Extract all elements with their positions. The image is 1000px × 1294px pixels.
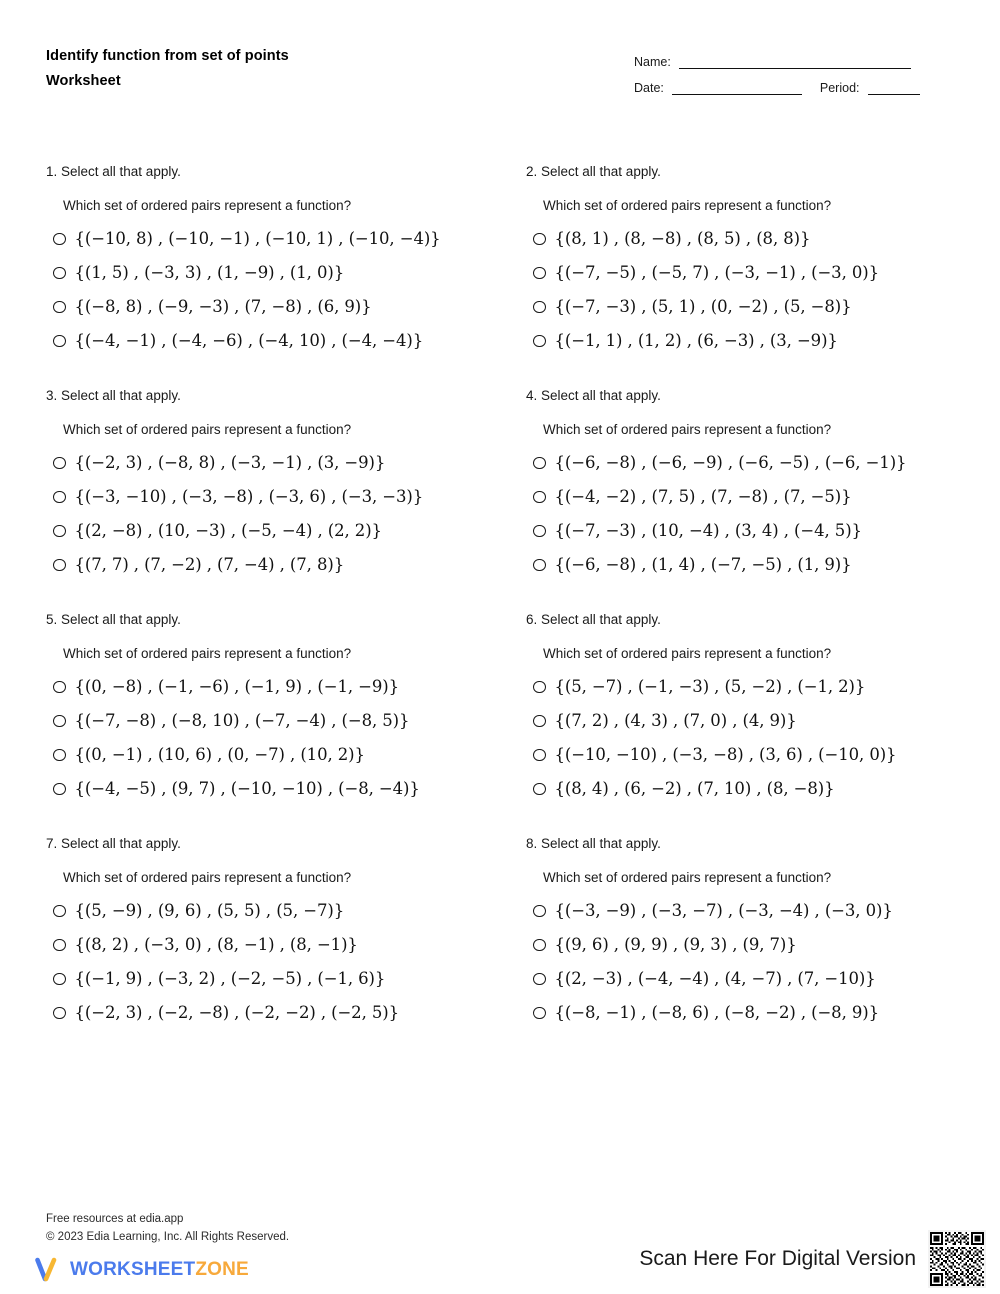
option-row[interactable] <box>53 222 526 256</box>
question-3-options <box>46 446 526 582</box>
scan-section <box>639 1230 986 1288</box>
name-label: Name: <box>634 55 671 69</box>
option-row[interactable] <box>533 894 954 928</box>
option-label: {(7, 7) , (7, −2) , (7, −4) , (7, 8)} <box>74 555 345 574</box>
option-row[interactable] <box>53 996 526 1030</box>
option-row[interactable] <box>53 772 526 806</box>
option-row[interactable] <box>533 996 954 1030</box>
question-5 <box>46 610 526 806</box>
option-row[interactable] <box>53 670 526 704</box>
title-line-2: Worksheet <box>46 73 121 89</box>
question-6 <box>526 610 954 806</box>
option-label: {(−6, −8) , (1, 4) , (−7, −5) , (1, 9)} <box>554 555 852 574</box>
option-label: {(2, −3) , (−4, −4) , (4, −7) , (7, −10)} <box>554 969 876 988</box>
option-label: {(−10, −10) , (−3, −8) , (3, 6) , (−10, 0)} <box>554 745 897 764</box>
option-row[interactable] <box>533 704 954 738</box>
option-label: {(−1, 1) , (1, 2) , (6, −3) , (3, −9)} <box>554 331 838 350</box>
radio-icon[interactable] <box>53 559 66 572</box>
radio-icon[interactable] <box>53 525 66 538</box>
option-label: {(−10, 8) , (−10, −1) , (−10, 1) , (−10, −4)} <box>74 229 441 248</box>
option-row[interactable] <box>533 670 954 704</box>
question-3-number: 3. Select all that apply. <box>46 388 181 403</box>
question-7 <box>46 834 526 1030</box>
radio-icon[interactable] <box>533 783 546 796</box>
logo-text-zone: ZONE <box>195 1259 249 1280</box>
date-input-line[interactable] <box>672 94 802 95</box>
option-row[interactable] <box>53 704 526 738</box>
radio-icon[interactable] <box>53 491 66 504</box>
question-8-options <box>526 894 954 1030</box>
radio-icon[interactable] <box>533 301 546 314</box>
option-row[interactable] <box>53 290 526 324</box>
question-2-stem: Which set of ordered pairs represent a function? <box>543 198 832 213</box>
name-input-line[interactable] <box>679 68 911 69</box>
title-line-1: Identify function from set of points <box>46 48 289 64</box>
option-row[interactable] <box>53 894 526 928</box>
radio-icon[interactable] <box>533 233 546 246</box>
radio-icon[interactable] <box>533 681 546 694</box>
worksheet-header <box>46 44 954 114</box>
question-1-options <box>46 222 526 358</box>
logo-v-icon <box>33 1255 63 1285</box>
question-8-stem: Which set of ordered pairs represent a function? <box>543 870 832 885</box>
question-8-number: 8. Select all that apply. <box>526 836 661 851</box>
option-label: {(−8, 8) , (−9, −3) , (7, −8) , (6, 9)} <box>74 297 372 316</box>
option-label: {(−1, 9) , (−3, 2) , (−2, −5) , (−1, 6)} <box>74 969 386 988</box>
question-7-options <box>46 894 526 1030</box>
radio-icon[interactable] <box>533 1007 546 1020</box>
period-label: Period: <box>819 81 860 95</box>
radio-icon[interactable] <box>53 973 66 986</box>
option-label: {(0, −8) , (−1, −6) , (−1, 9) , (−1, −9)} <box>74 677 399 696</box>
question-2-number: 2. Select all that apply. <box>526 164 661 179</box>
radio-icon[interactable] <box>533 939 546 952</box>
footer-resources-line: Free resources at edia.app <box>46 1213 184 1225</box>
question-7-stem: Which set of ordered pairs represent a function? <box>63 870 352 885</box>
qr-code-icon[interactable] <box>928 1230 986 1288</box>
question-4-stem: Which set of ordered pairs represent a function? <box>543 422 832 437</box>
option-label: {(−4, −5) , (9, 7) , (−10, −10) , (−8, −4)} <box>74 779 420 798</box>
radio-icon[interactable] <box>53 335 66 348</box>
option-row[interactable] <box>53 548 526 582</box>
option-row[interactable] <box>53 738 526 772</box>
option-label: {(−7, −8) , (−8, 10) , (−7, −4) , (−8, 5)} <box>74 711 410 730</box>
radio-icon[interactable] <box>53 1007 66 1020</box>
option-row[interactable] <box>53 256 526 290</box>
question-5-number: 5. Select all that apply. <box>46 612 181 627</box>
logo-text-worksheet: WORKSHEET <box>70 1259 196 1280</box>
option-row[interactable] <box>53 324 526 358</box>
radio-icon[interactable] <box>533 715 546 728</box>
question-1 <box>46 162 526 358</box>
radio-icon[interactable] <box>53 749 66 762</box>
radio-icon[interactable] <box>53 905 66 918</box>
radio-icon[interactable] <box>53 233 66 246</box>
option-label: {(8, 1) , (8, −8) , (8, 5) , (8, 8)} <box>554 229 811 248</box>
footer-bar <box>0 1240 1000 1294</box>
question-2-options <box>526 222 954 358</box>
radio-icon[interactable] <box>533 559 546 572</box>
option-label: {(−4, −2) , (7, 5) , (7, −8) , (7, −5)} <box>554 487 852 506</box>
radio-icon[interactable] <box>53 939 66 952</box>
radio-icon[interactable] <box>533 525 546 538</box>
option-row[interactable] <box>533 290 954 324</box>
option-row[interactable] <box>533 772 954 806</box>
period-input-line[interactable] <box>868 94 920 95</box>
question-4 <box>526 386 954 582</box>
option-label: {(8, 4) , (6, −2) , (7, 10) , (8, −8)} <box>554 779 835 798</box>
radio-icon[interactable] <box>533 457 546 470</box>
option-label: {(5, −7) , (−1, −3) , (5, −2) , (−1, 2)} <box>554 677 866 696</box>
option-row[interactable] <box>53 480 526 514</box>
option-label: {(−3, −10) , (−3, −8) , (−3, 6) , (−3, −3)} <box>74 487 424 506</box>
radio-icon[interactable] <box>53 681 66 694</box>
scan-label: Scan Here For Digital Version <box>639 1247 916 1270</box>
question-7-number: 7. Select all that apply. <box>46 836 181 851</box>
option-label: {(−3, −9) , (−3, −7) , (−3, −4) , (−3, 0)} <box>554 901 893 920</box>
option-row[interactable] <box>533 480 954 514</box>
question-2 <box>526 162 954 358</box>
option-label: {(−7, −3) , (10, −4) , (3, 4) , (−4, 5)} <box>554 521 862 540</box>
option-row[interactable] <box>53 446 526 480</box>
footer-copyright-line: © 2023 Edia Learning, Inc. All Rights Reserved. <box>46 1231 290 1243</box>
radio-icon[interactable] <box>53 457 66 470</box>
option-label: {(5, −9) , (9, 6) , (5, 5) , (5, −7)} <box>74 901 345 920</box>
option-label: {(7, 2) , (4, 3) , (7, 0) , (4, 9)} <box>554 711 797 730</box>
option-label: {(−2, 3) , (−2, −8) , (−2, −2) , (−2, 5)} <box>74 1003 399 1022</box>
option-label: {(−7, −5) , (−5, 7) , (−3, −1) , (−3, 0)} <box>554 263 879 282</box>
question-8 <box>526 834 954 1030</box>
question-3 <box>46 386 526 582</box>
question-4-number: 4. Select all that apply. <box>526 388 661 403</box>
radio-icon[interactable] <box>53 783 66 796</box>
option-row[interactable] <box>533 962 954 996</box>
radio-icon[interactable] <box>533 749 546 762</box>
option-row[interactable] <box>533 256 954 290</box>
page-title <box>46 44 289 94</box>
date-label: Date: <box>634 81 664 95</box>
option-row[interactable] <box>533 446 954 480</box>
option-row[interactable] <box>533 548 954 582</box>
option-row[interactable] <box>533 738 954 772</box>
radio-icon[interactable] <box>533 491 546 504</box>
option-row[interactable] <box>533 222 954 256</box>
radio-icon[interactable] <box>533 905 546 918</box>
name-field-row <box>634 46 954 72</box>
option-label: {(−7, −3) , (5, 1) , (0, −2) , (5, −8)} <box>554 297 852 316</box>
option-label: {(−6, −8) , (−6, −9) , (−6, −5) , (−6, −1)} <box>554 453 907 472</box>
question-6-stem: Which set of ordered pairs represent a function? <box>543 646 832 661</box>
option-row[interactable] <box>53 514 526 548</box>
option-label: {(0, −1) , (10, 6) , (0, −7) , (10, 2)} <box>74 745 365 764</box>
option-row[interactable] <box>533 928 954 962</box>
questions-grid <box>46 162 954 1058</box>
question-3-stem: Which set of ordered pairs represent a function? <box>63 422 352 437</box>
worksheet-zone-logo[interactable] <box>33 1255 249 1285</box>
option-row[interactable] <box>533 324 954 358</box>
radio-icon[interactable] <box>53 715 66 728</box>
question-6-number: 6. Select all that apply. <box>526 612 661 627</box>
option-label: {(−8, −1) , (−8, 6) , (−8, −2) , (−8, 9)} <box>554 1003 879 1022</box>
question-4-options <box>526 446 954 582</box>
radio-icon[interactable] <box>533 335 546 348</box>
option-row[interactable] <box>533 514 954 548</box>
question-1-number: 1. Select all that apply. <box>46 164 181 179</box>
question-6-options <box>526 670 954 806</box>
radio-icon[interactable] <box>533 973 546 986</box>
option-label: {(−4, −1) , (−4, −6) , (−4, 10) , (−4, −4)} <box>74 331 424 350</box>
option-label: {(1, 5) , (−3, 3) , (1, −9) , (1, 0)} <box>74 263 345 282</box>
question-5-stem: Which set of ordered pairs represent a function? <box>63 646 352 661</box>
option-row[interactable] <box>53 962 526 996</box>
student-info-fields <box>634 46 954 98</box>
question-1-stem: Which set of ordered pairs represent a function? <box>63 198 352 213</box>
date-period-field-row <box>634 72 954 98</box>
option-label: {(8, 2) , (−3, 0) , (8, −1) , (8, −1)} <box>74 935 358 954</box>
option-label: {(−2, 3) , (−8, 8) , (−3, −1) , (3, −9)} <box>74 453 386 472</box>
option-row[interactable] <box>53 928 526 962</box>
option-label: {(2, −8) , (10, −3) , (−5, −4) , (2, 2)} <box>74 521 382 540</box>
logo-text <box>70 1259 249 1281</box>
radio-icon[interactable] <box>53 267 66 280</box>
radio-icon[interactable] <box>53 301 66 314</box>
option-label: {(9, 6) , (9, 9) , (9, 3) , (9, 7)} <box>554 935 797 954</box>
radio-icon[interactable] <box>533 267 546 280</box>
question-5-options <box>46 670 526 806</box>
